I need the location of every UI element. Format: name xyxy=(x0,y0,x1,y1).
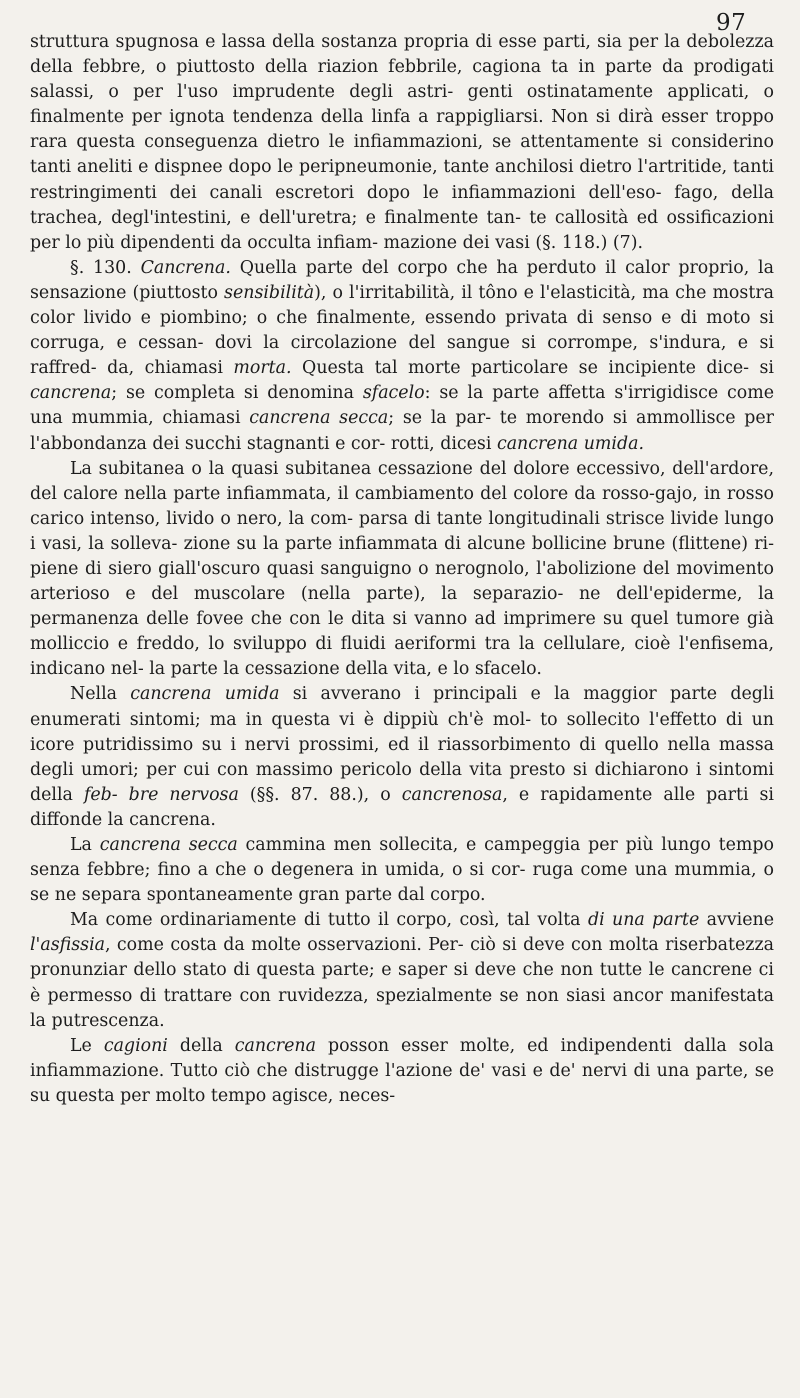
text-run: posson esser molte, ed indipendenti dalla sola infiammazione. Tutto ciò che distrugge l'azione de' vasi e de' nervi di una parte, se su questa per molto tempo agisce, neces- xyxy=(30,1035,774,1106)
italic-term: l'asfissia xyxy=(30,935,106,956)
text-run: Questa tal morte particolare se incipiente dice- si xyxy=(291,358,774,379)
text-run: Le xyxy=(70,1035,104,1056)
body-text xyxy=(30,30,774,1109)
italic-term: cancrena xyxy=(234,1035,316,1056)
italic-term: cancrena secca xyxy=(249,408,389,429)
italic-term: sensibilità xyxy=(224,282,315,303)
text-run: La subitanea o la quasi subitanea cessazione del dolore eccessivo, dell'ardore, del calore nella parte infiammata, il cambiamento del colore da rosso-gajo, in rosso carico intenso, livido o nero, la com- parsa di tante longitudinali strisce livide lungo i vasi, la solleva- zione su la parte infiammata di alcune bollicine brune (flittene) ri- piene di siero giall'oscuro quasi sanguigno o nerognolo, l'abolizione del movimento arterioso e del muscolare (nella parte), la separazio- ne dell'epiderme, la permanenza delle fovee che con le dita si vanno ad imprimere su quel tumore già molliccio e freddo, lo sviluppo di fluidi aeriformi tra la cellulare, cioè l'enfisema, indicano nel- la parte la cessazione della vita, e lo sfacelo. xyxy=(30,458,774,680)
italic-term: feb- bre nervosa xyxy=(83,784,239,805)
page-number: 97 xyxy=(716,10,747,36)
text-run: cammina men sollecita, e campeggia per più lungo tempo senza febbre; fino a che o degenera in umida, o si cor- ruga come una mummia, o se ne separa spontaneamente gran parte dal corpo. xyxy=(30,835,774,906)
text-run: si avverano i principali e la maggior parte degli enumerati sintomi; ma in questa vi è dippiù ch'è mol- to sollecito l'effetto di un icore putridissimo su i nervi prossimi, ed il riassorbimento di quello nella massa degli umori; per cui con massimo pericolo della vita presto si dichiarono i sintomi della xyxy=(30,684,775,805)
italic-term: cagioni xyxy=(103,1035,168,1056)
text-run: struttura spugnosa e lassa della sostanza propria di esse parti, sia per la debolezza della febbre, o piuttosto della riazion febbrile, cagiona ta in parte da prodigati salassi, o per l'uso imprudente degli astri- genti ostinatamente applicati, o finalmente per ignota tendenza della linfa a rappigliarsi. Non si dirà esser troppo rara questa conseguenza dietro le infiammazioni, se attentamente si considerino tanti aneliti e dispnee dopo le peripneumonie, tante anchilosi dietro l'artritide, tanti restringimenti dei canali escretori dopo le infiammazioni dell'eso- fago, della trachea, degl'intestini, e dell'uretra; e finalmente tan- te callosità ed ossificazioni per lo più dipendenti da occulta infiam- mazione dei vasi (§. 118.) (7). xyxy=(30,32,774,253)
text-run: Nella xyxy=(70,684,131,705)
paragraph xyxy=(30,682,774,833)
paragraph xyxy=(30,833,774,908)
text-run: Quella parte del corpo che ha perduto il calor proprio, la sensazione (piuttosto xyxy=(30,257,774,303)
text-run: avviene xyxy=(699,910,774,931)
italic-term: Cancrena. xyxy=(140,257,231,278)
italic-term: cancrena umida xyxy=(130,684,280,705)
text-run: §. 130. xyxy=(70,257,141,278)
text-run: (§§. 87. 88.), o xyxy=(238,784,402,805)
text-run: , e rapidamente alle parti si diffonde la cancrena. xyxy=(30,784,774,830)
text-run: Ma come ordinariamente di tutto il corpo, così, tal volta xyxy=(70,910,588,931)
paragraph xyxy=(30,30,774,256)
paragraph xyxy=(30,1034,774,1109)
text-run: della xyxy=(167,1035,235,1056)
italic-term: cancrena xyxy=(30,383,112,404)
text-run: ; se completa si denomina xyxy=(111,383,363,404)
text-run: ; se la par- te morendo si ammollisce per l'abbondanza dei succhi stagnanti e cor- rotti, dicesi xyxy=(30,408,774,454)
italic-term: cancrenosa xyxy=(401,784,503,805)
italic-term: cancrena umida. xyxy=(496,433,644,454)
italic-term: di una parte xyxy=(587,910,700,931)
text-run: , come costa da molte osservazioni. Per- ciò si deve con molta riserbatezza pronunziar dello stato di questa parte; e saper si deve che non tutte le cancrene ci è permesso di trattare con ruvidezza, spezialmente se non siasi ancor manifestata la putrescenza. xyxy=(30,935,774,1031)
paragraph xyxy=(30,908,774,1033)
italic-term: morta. xyxy=(233,358,292,379)
italic-term: cancrena secca xyxy=(99,835,238,855)
italic-term: sfacelo xyxy=(362,383,425,404)
text-run: ), o l'irritabilità, il tôno e l'elasticità, ma che mostra color livido e piombino; o che finalmente, essendo privata di senso e di moto si corruga, e cessan- dovi la circolazione del sangue si corrompe, s'indura, e si raffred- da, chiamasi xyxy=(30,282,774,379)
text-run: : se la parte affetta s'irrigidisce come una mummia, chiamasi xyxy=(30,383,774,429)
paragraph xyxy=(30,457,774,683)
text-run: La xyxy=(70,835,100,855)
paragraph xyxy=(30,256,774,457)
